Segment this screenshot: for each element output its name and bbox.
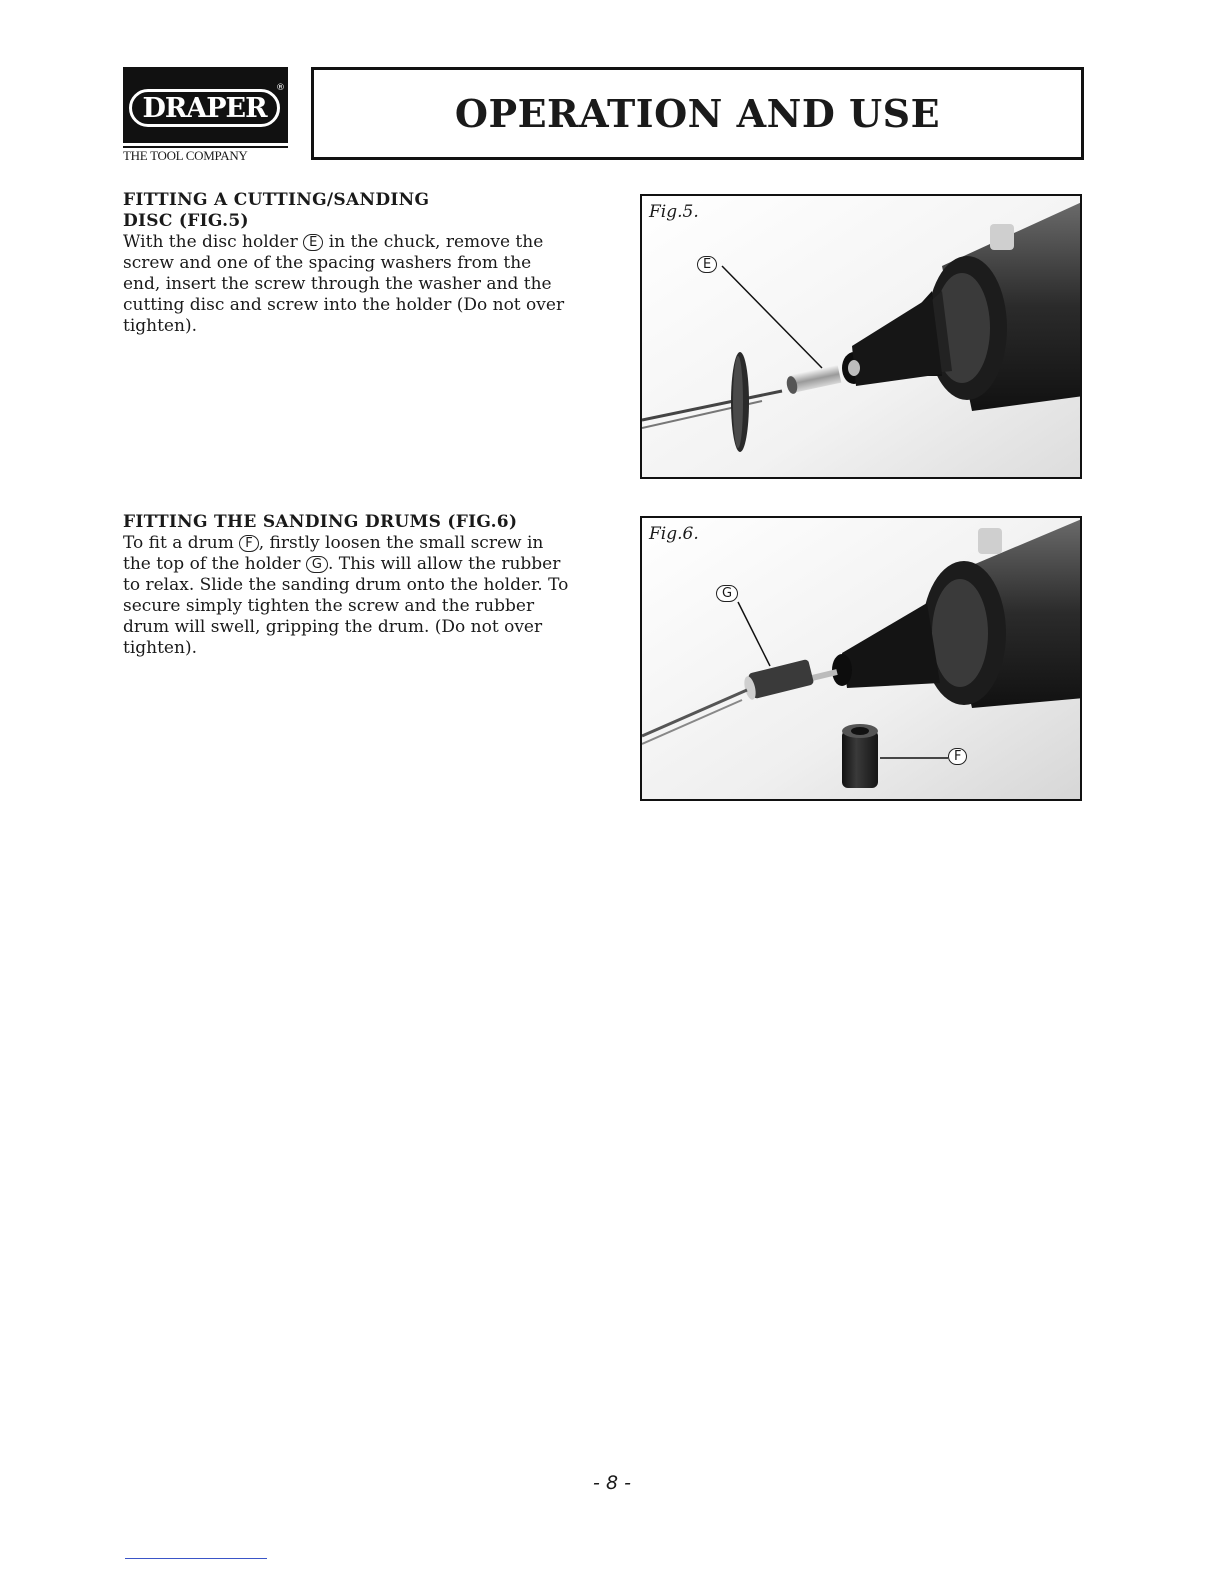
section-heading — [123, 190, 573, 232]
callout-g: G — [716, 585, 738, 602]
figure-caption: Fig.6. — [649, 524, 699, 544]
section-cutting-disc — [123, 190, 573, 337]
registered-mark: ® — [276, 83, 285, 93]
section-heading: FITTING THE SANDING DRUMS (FIG.6) — [123, 512, 518, 532]
page-title: OPERATION AND USE — [454, 91, 941, 136]
footer-rule — [125, 1558, 267, 1559]
callout-e: E — [303, 234, 323, 251]
section-sanding-drums — [123, 512, 573, 659]
section-body — [123, 533, 573, 659]
section-heading-line2: DISC (FIG.5) — [123, 211, 249, 231]
body-text: . This will allow the rubber to relax. Slide the sanding drum onto the holder. To secure simply tighten the screw and the rubber drum will swell, gripping the drum. (Do not over tighten). — [123, 554, 569, 658]
callout-f: F — [948, 748, 967, 765]
body-text: To fit a drum — [123, 533, 240, 553]
figure-caption: Fig.5. — [649, 202, 699, 222]
brand-name: DRAPER — [142, 92, 267, 124]
logo-oval — [129, 89, 280, 127]
callout-f: F — [239, 535, 258, 552]
callout-e: E — [697, 256, 717, 273]
figure-5 — [640, 194, 1082, 479]
section-body — [123, 232, 573, 337]
body-text: With the disc holder — [123, 232, 304, 252]
section-heading-line1: FITTING A CUTTING/SANDING — [123, 190, 430, 210]
callout-g: G — [306, 556, 328, 573]
figure-5-illustration — [642, 196, 1082, 479]
body-text: in the chuck, remove the screw and one of the spacing washers from the end, insert the screw through the washer and the cutting disc and screw into the holder (Do not over tighten). — [123, 232, 565, 336]
body-text: , firstly loosen the small screw in the top of the holder — [123, 533, 544, 574]
page-title-box — [311, 67, 1084, 160]
draper-logo — [123, 67, 288, 162]
figure-6 — [640, 516, 1082, 801]
brand-tagline: THE TOOL COMPANY — [123, 148, 248, 163]
logo-background — [123, 67, 288, 143]
page-number: - 8 - — [593, 1472, 631, 1494]
figure-6-illustration — [642, 518, 1082, 801]
